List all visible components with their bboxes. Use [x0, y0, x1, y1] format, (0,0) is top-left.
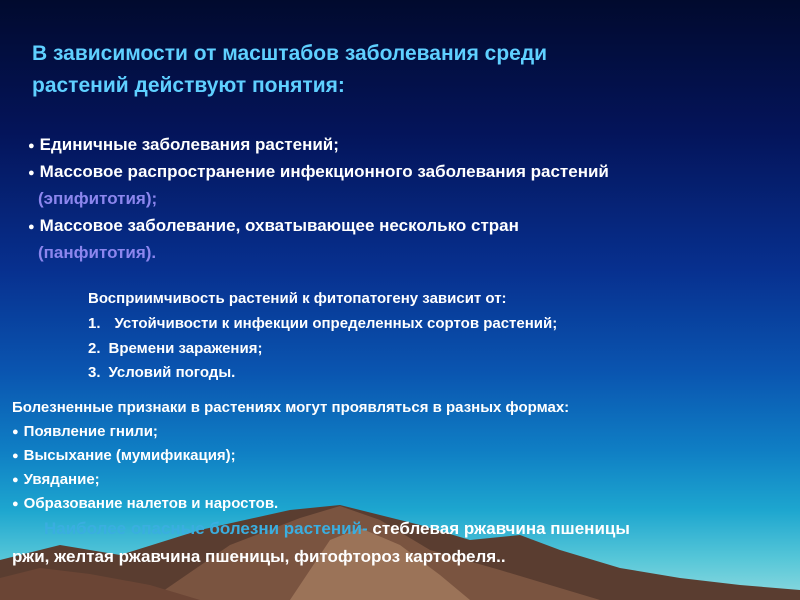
- susceptibility-item-2: 2. Времени заражения;: [88, 340, 263, 357]
- bullet-icon: ●: [28, 166, 35, 179]
- dangerous-diseases-line-2: ржи, желтая ржавчина пшеницы, фитофтороз картофеля..: [12, 547, 506, 566]
- concept-term-epiphytotic: (эпифитотия);: [38, 189, 158, 208]
- susceptibility-item-3: 3. Условий погоды.: [88, 364, 236, 381]
- susceptibility-heading: Восприимчивость растений к фитопатогену зависит от:: [88, 290, 507, 307]
- concept-item-1: ● Единичные заболевания растений;: [28, 135, 339, 154]
- symptoms-heading: Болезненные признаки в растениях могут проявляться в разных формах:: [12, 399, 570, 416]
- symptom-item-4: ● Образование налетов и наростов.: [12, 495, 279, 512]
- page-title: [32, 38, 547, 102]
- concept-term-panphytotic: (панфитотия).: [38, 243, 157, 262]
- bullet-icon: ●: [28, 139, 35, 152]
- concept-item-2: ● Массовое распространение инфекционного заболевания растений: [28, 162, 609, 181]
- bullet-icon: ●: [28, 220, 35, 233]
- dangerous-diseases-lead: Наиболее опасные болезни растений-: [44, 519, 368, 538]
- dangerous-diseases-line-1: Наиболее опасные болезни растений- стеблевая ржавчина пшеницы: [44, 519, 630, 538]
- symptom-item-3: ● Увядание;: [12, 471, 100, 488]
- symptom-item-2: ● Высыхание (мумификация);: [12, 447, 236, 464]
- concept-item-3: ● Массовое заболевание, охватывающее несколько стран: [28, 216, 519, 235]
- title-line-1: В зависимости от масштабов заболевания среди: [32, 42, 548, 65]
- bullet-icon: ●: [12, 474, 19, 487]
- bullet-icon: ●: [12, 450, 19, 463]
- title-line-2: растений действуют понятия:: [32, 74, 345, 97]
- symptom-item-1: ● Появление гнили;: [12, 423, 158, 440]
- bullet-icon: ●: [12, 498, 19, 511]
- bullet-icon: ●: [12, 426, 19, 439]
- susceptibility-item-1: 1. Устойчивости к инфекции определенных сортов растений;: [88, 315, 558, 332]
